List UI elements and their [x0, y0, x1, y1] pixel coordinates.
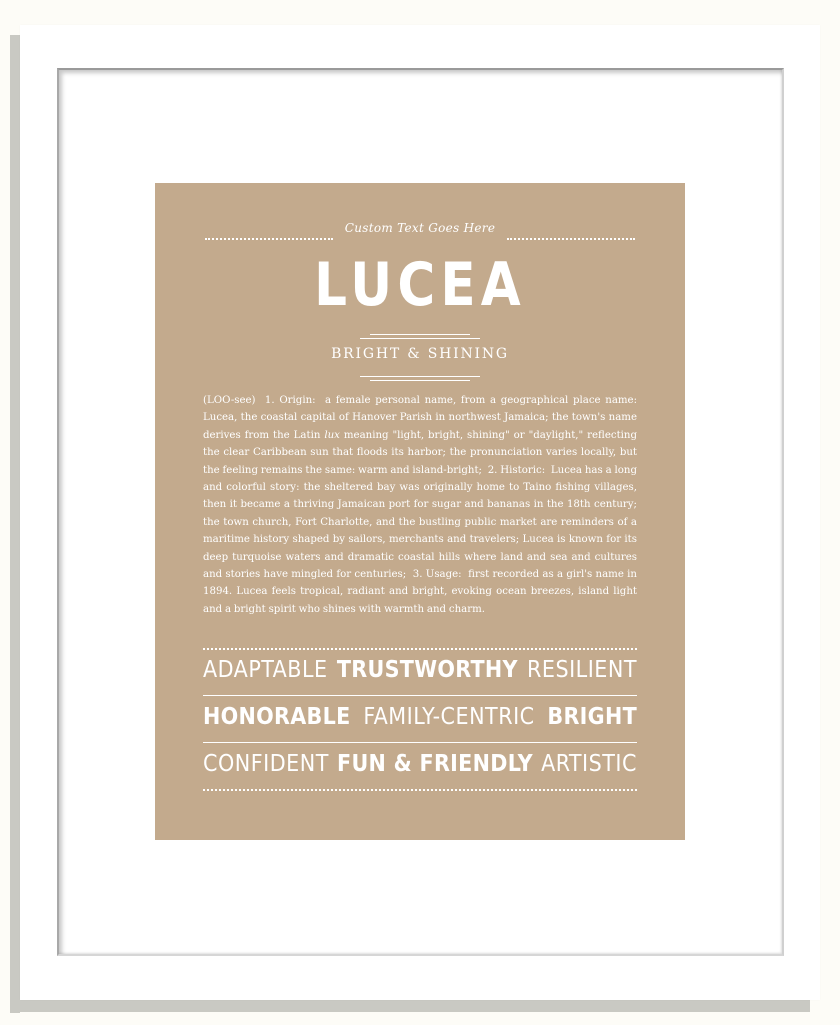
historic-label: 2. Historic:: [487, 464, 546, 476]
trait-word: FAMILY-CENTRIC: [363, 704, 535, 730]
traits-row-1: [203, 657, 637, 683]
origin-text: a female personal name, from a geographical place name: Lucea, the coastal capital of Hanover Parish in northwest Jamaica; the town's name derives from the Latin: [203, 395, 638, 441]
trait-word: ARTISTIC: [541, 751, 637, 777]
name-title: LUCEA: [314, 250, 526, 320]
trait-word: TRUSTWORTHY: [336, 657, 518, 683]
traits-dots-bottom: [203, 789, 637, 791]
origin-label: 1. Origin:: [264, 395, 316, 406]
origin-latin-word: lux: [324, 429, 340, 441]
usage-text: first recorded as a girl's name in 1894. Lucea feels tropical, radiant and bright, evoking ocean breezes, island light and a bright spirit who shines with warmth and charm.: [203, 569, 637, 615]
name-meaning: BRIGHT & SHINING: [331, 346, 509, 362]
origin-text-continued: meaning "light, bright, shining" or "daylight," reflecting the clear Caribbean sun that floods its harbor; the pronunciation varies locally, but the feeling remains the same: warm and island-bright;: [203, 429, 638, 476]
traits-divider-2: [203, 742, 637, 743]
traits-divider-1: [203, 695, 637, 696]
traits-row-2: [203, 704, 637, 730]
frame-shadow-left: [10, 35, 20, 1013]
meaning-rule-top-1: [370, 334, 470, 335]
frame-shadow-bottom: [10, 1000, 810, 1012]
trait-word: HONORABLE: [203, 704, 351, 730]
custom-text: Custom Text Goes Here: [344, 221, 496, 235]
trait-word: BRIGHT: [547, 704, 637, 730]
header-dots-right: [507, 238, 635, 240]
name-definition: [203, 392, 637, 618]
trait-word: RESILIENT: [527, 657, 637, 683]
traits-row-3: [203, 751, 637, 777]
trait-word: FUN & FRIENDLY: [337, 751, 533, 777]
historic-text: Lucea has a long and colorful story: the sheltered bay was originally home to Taino fishing villages, then it became a thriving Jamaican port for sugar and bananas in the 18th century; the town church, Fort Charlotte, and the bustling public market are reminders of a maritime history shaped by sailors, merchants and travelers; Lucea is known for its deep turquoise waters and dramatic coastal hills where land and sea and cultures and stories have mingled for centuries;: [203, 464, 637, 581]
trait-word: ADAPTABLE: [203, 657, 328, 683]
meaning-rule-top-2: [360, 338, 480, 339]
meaning-rule-bottom-2: [370, 380, 470, 381]
trait-word: CONFIDENT: [203, 751, 329, 777]
header-dots-left: [205, 238, 333, 240]
traits-dots-top: [203, 648, 637, 650]
meaning-rule-bottom-1: [360, 376, 480, 377]
usage-label: 3. Usage:: [412, 569, 462, 581]
pronunciation: (LOO-see): [203, 395, 256, 406]
name-art-print: [155, 183, 685, 840]
